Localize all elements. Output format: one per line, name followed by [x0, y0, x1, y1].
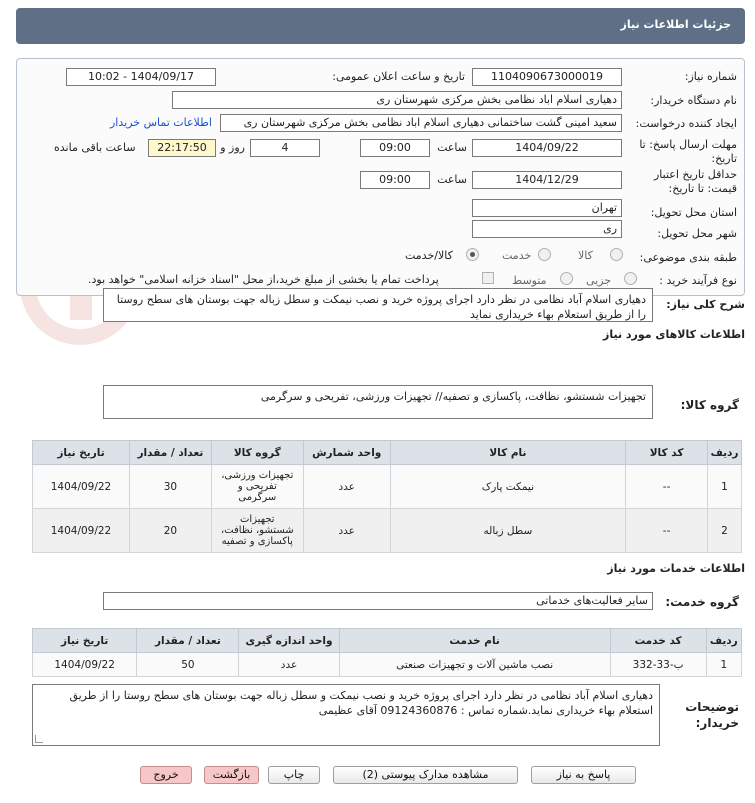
buyer-notes-label-line1: توضیحات [685, 700, 739, 714]
category-label: طبقه بندی موضوعی: [639, 251, 737, 264]
validity-time-label: ساعت [437, 173, 467, 186]
service-group-label: گروه خدمت: [665, 595, 739, 609]
city-field[interactable]: ری [472, 220, 622, 238]
goods-section-title: اطلاعات کالاهای مورد نیاز [603, 328, 745, 341]
and-day-label: روز و [220, 141, 245, 154]
goods-cell-row: 1 [708, 465, 742, 509]
back-button[interactable]: بازگشت [204, 766, 259, 784]
process-radio-medium[interactable] [560, 272, 573, 285]
province-label: استان محل تحویل: [650, 206, 737, 219]
goods-col-group: گروه کالا [211, 441, 303, 465]
deadline-time-field[interactable]: 09:00 [360, 139, 430, 157]
treasury-payment-checkbox[interactable] [482, 272, 494, 284]
goods-table-header-row [33, 441, 742, 465]
services-cell-date: 1404/09/22 [33, 653, 137, 677]
deadline-label-line1: مهلت ارسال پاسخ: تا [639, 138, 737, 151]
goods-cell-unit: عدد [303, 509, 390, 553]
goods-col-date: تاریخ نیاز [33, 441, 130, 465]
summary-label: شرح کلی نیاز: [666, 298, 745, 311]
buyer-notes-label-line2: خریدار: [695, 716, 739, 730]
goods-cell-qty: 30 [129, 465, 211, 509]
validity-date-field[interactable]: 1404/12/29 [472, 171, 622, 189]
goods-cell-date: 1404/09/22 [33, 465, 130, 509]
deadline-date-field[interactable]: 1404/09/22 [472, 139, 622, 157]
category-option-service: خدمت [502, 249, 532, 262]
goods-cell-code: -- [626, 509, 708, 553]
goods-col-unit: واحد شمارش [303, 441, 390, 465]
process-option-medium: متوسط [512, 274, 547, 287]
city-label: شهر محل تحویل: [657, 227, 737, 240]
services-col-name: نام خدمت [339, 629, 610, 653]
province-field[interactable]: تهران [472, 199, 622, 217]
goods-cell-name: سطل زباله [390, 509, 626, 553]
process-label: نوع فرآیند خرید : [659, 274, 737, 287]
services-col-qty: تعداد / مقدار [137, 629, 239, 653]
goods-table [32, 440, 742, 553]
deadline-time-label: ساعت [437, 141, 467, 154]
creator-label: ایجاد کننده درخواست: [635, 117, 737, 130]
goods-cell-row: 2 [708, 509, 742, 553]
services-col-row: ردیف [706, 629, 741, 653]
creator-field[interactable]: سعید امینی گشت ساختمانی دهیاری اسلام اباد نظامی بخش مرکزی شهرستان ری [220, 114, 622, 132]
services-cell-name: نصب ماشین آلات و تجهیزات صنعتی [339, 653, 610, 677]
goods-cell-name: نیمکت پارک [390, 465, 626, 509]
process-radio-minor[interactable] [624, 272, 637, 285]
table-row[interactable] [33, 465, 742, 509]
page-header [16, 8, 745, 44]
announce-datetime-field[interactable]: 1404/09/17 - 10:02 [66, 68, 216, 86]
goods-col-row: ردیف [708, 441, 742, 465]
goods-cell-date: 1404/09/22 [33, 509, 130, 553]
services-cell-qty: 50 [137, 653, 239, 677]
buyer-org-label: نام دستگاه خریدار: [650, 94, 737, 107]
goods-group-label: گروه کالا: [680, 398, 739, 412]
table-row[interactable] [33, 509, 742, 553]
validity-label-line2: قیمت: تا تاریخ: [668, 182, 737, 195]
services-cell-row: 1 [706, 653, 741, 677]
remaining-hours-label: ساعت باقی مانده [54, 141, 136, 154]
need-number-label: شماره نیاز: [684, 70, 737, 83]
buyer-notes-textarea[interactable] [32, 684, 660, 746]
days-remaining-field[interactable]: 4 [250, 139, 320, 157]
announce-label: تاریخ و ساعت اعلان عمومی: [332, 70, 465, 83]
services-col-date: تاریخ نیاز [33, 629, 137, 653]
table-row[interactable] [33, 653, 742, 677]
goods-cell-group: تجهیزات ورزشی، تفریحی و سرگرمی [211, 465, 303, 509]
goods-cell-unit: عدد [303, 465, 390, 509]
service-group-field[interactable]: سایر فعالیت‌های خدماتی [103, 592, 653, 610]
validity-time-field[interactable]: 09:00 [360, 171, 430, 189]
goods-col-name: نام کالا [390, 441, 626, 465]
exit-button[interactable]: خروج [140, 766, 192, 784]
print-button[interactable]: چاپ [268, 766, 320, 784]
process-option-minor: جزیی [586, 274, 612, 287]
goods-cell-code: -- [626, 465, 708, 509]
category-option-goods-service: کالا/خدمت [405, 249, 453, 262]
reply-button[interactable]: پاسخ به نیاز [531, 766, 636, 784]
services-col-unit: واحد اندازه گیری [239, 629, 339, 653]
services-cell-code: ب-33-332 [610, 653, 706, 677]
summary-textarea[interactable]: دهیاری اسلام آباد نظامی در نظر دارد اجرای پروژه خرید و نصب نیمکت و سطل زباله جهت بوستان های سطح روستا را از طریق استعلام بهاء خریداری نماید [103, 288, 653, 322]
goods-group-field[interactable]: تجهیزات شستشو، نظافت، پاکسازی و تصفیه// تجهیزات ورزشی، تفریحی و سرگرمی [103, 385, 653, 419]
buyer-contact-link[interactable]: اطلاعات تماس خریدار [110, 116, 212, 129]
category-radio-goods[interactable] [610, 248, 623, 261]
category-radio-goods-service[interactable] [466, 248, 479, 261]
need-number-field[interactable]: 1104090673000019 [472, 68, 622, 86]
services-table [32, 628, 742, 677]
buyer-notes-text: دهیاری اسلام آباد نظامی در نظر دارد اجرای پروژه خرید و نصب نیمکت و سطل زباله جهت بوستان های سطح روستا را از طریق استعلام بهاء خریداری نماید.شماره تماس : 09124360876 آقای عظیمی [69, 689, 653, 717]
goods-col-code: کد کالا [626, 441, 708, 465]
goods-cell-qty: 20 [129, 509, 211, 553]
category-option-goods: کالا [578, 249, 593, 262]
treasury-payment-note: پرداخت تمام یا بخشی از مبلغ خرید،از محل "اسناد خزانه اسلامی" خواهد بود. [88, 273, 439, 286]
deadline-label-line2: تاریخ: [711, 152, 737, 165]
validity-label-line1: حداقل تاریخ اعتبار [653, 168, 737, 181]
view-attachments-button[interactable]: مشاهده مدارک پیوستی (2) [333, 766, 518, 784]
page-title: جزئیات اطلاعات نیاز [620, 18, 731, 31]
countdown-field: 22:17:50 [148, 139, 216, 157]
buyer-org-field[interactable]: دهیاری اسلام اباد نظامی بخش مرکزی شهرستان ری [172, 91, 622, 109]
services-col-code: کد خدمت [610, 629, 706, 653]
goods-col-qty: تعداد / مقدار [129, 441, 211, 465]
services-table-header-row [33, 629, 742, 653]
resize-grip-icon[interactable] [35, 735, 43, 743]
goods-cell-group: تجهیزات شستشو، نظافت، پاکسازی و تصفیه [211, 509, 303, 553]
services-section-title: اطلاعات خدمات مورد نیاز [607, 562, 745, 575]
category-radio-service[interactable] [538, 248, 551, 261]
services-cell-unit: عدد [239, 653, 339, 677]
